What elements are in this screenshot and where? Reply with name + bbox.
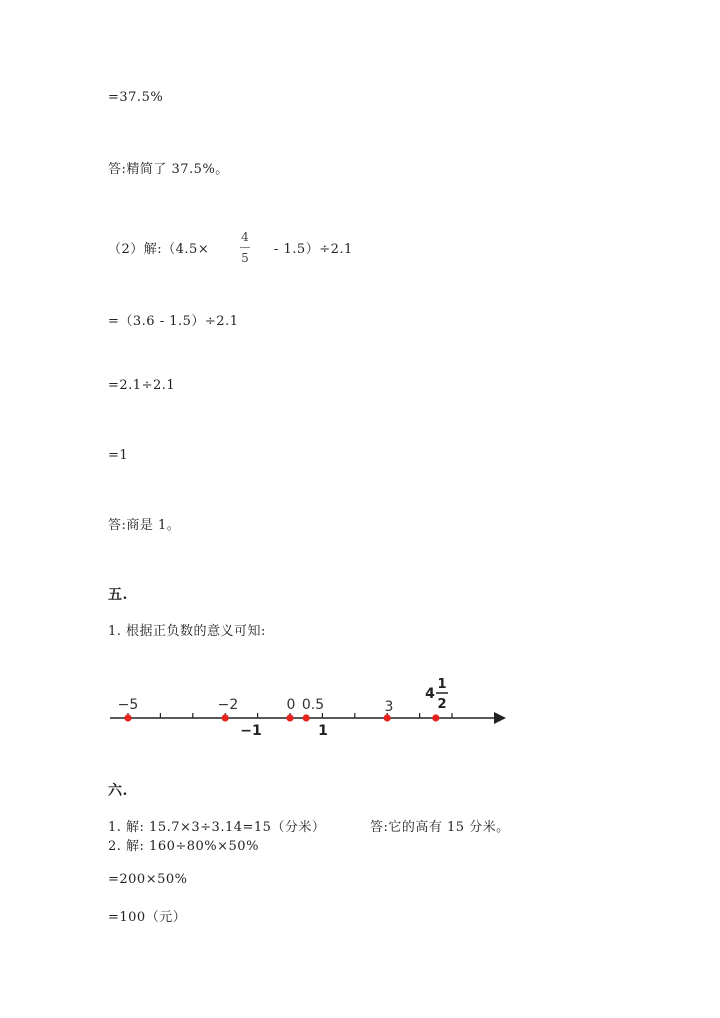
label-three: 3 bbox=[384, 699, 394, 715]
calc-line-subtract: =（3.6 - 1.5）÷2.1 bbox=[108, 314, 239, 329]
label-half: 0.5 bbox=[301, 697, 325, 713]
fraction-denominator: 5 bbox=[241, 251, 249, 265]
label-neg5: −5 bbox=[117, 697, 139, 713]
number-line-point bbox=[303, 714, 310, 721]
q2-suffix: - 1.5）÷2.1 bbox=[274, 242, 353, 257]
answer-line-reduced: 答:精简了 37.5%。 bbox=[108, 162, 229, 177]
number-line-point bbox=[432, 714, 439, 721]
number-line-point bbox=[286, 714, 293, 721]
label-one: 1 bbox=[318, 723, 328, 739]
calc-line-200: =200×50% bbox=[108, 872, 188, 887]
number-line-point bbox=[384, 714, 391, 721]
calc-line-100: =100（元） bbox=[108, 910, 187, 925]
mixed-whole: 4 bbox=[425, 686, 435, 702]
label-four-and-half bbox=[425, 677, 448, 712]
section-five-item-1: 1. 根据正负数的意义可知: bbox=[108, 624, 266, 639]
fraction-numerator: 4 bbox=[241, 230, 249, 244]
mixed-denominator: 2 bbox=[437, 697, 447, 712]
fraction-bar bbox=[240, 247, 250, 248]
calc-line-one: =1 bbox=[108, 448, 129, 463]
calc-line-divide: =2.1÷2.1 bbox=[108, 378, 176, 393]
section-six-item-1: 1. 解: 15.7×3÷3.14=15（分米） bbox=[108, 820, 326, 835]
fraction-four-fifths bbox=[240, 230, 250, 265]
number-line-point bbox=[222, 714, 229, 721]
number-line-point bbox=[124, 714, 131, 721]
section-heading-five: 五. bbox=[108, 587, 128, 603]
section-heading-six: 六. bbox=[108, 783, 128, 799]
answer-line-quotient: 答:商是 1。 bbox=[108, 518, 181, 533]
label-neg1: −1 bbox=[240, 723, 262, 739]
section-six-item-1-answer: 答:它的高有 15 分米。 bbox=[370, 820, 510, 835]
label-zero: 0 bbox=[286, 697, 296, 713]
q2-prefix: （2）解:（4.5× bbox=[108, 242, 210, 257]
label-neg2: −2 bbox=[217, 697, 239, 713]
section-six-item-2: 2. 解: 160÷80%×50% bbox=[108, 839, 259, 854]
mixed-numerator: 1 bbox=[437, 677, 447, 692]
number-line bbox=[0, 668, 720, 748]
calc-line-result: =37.5% bbox=[108, 90, 164, 105]
